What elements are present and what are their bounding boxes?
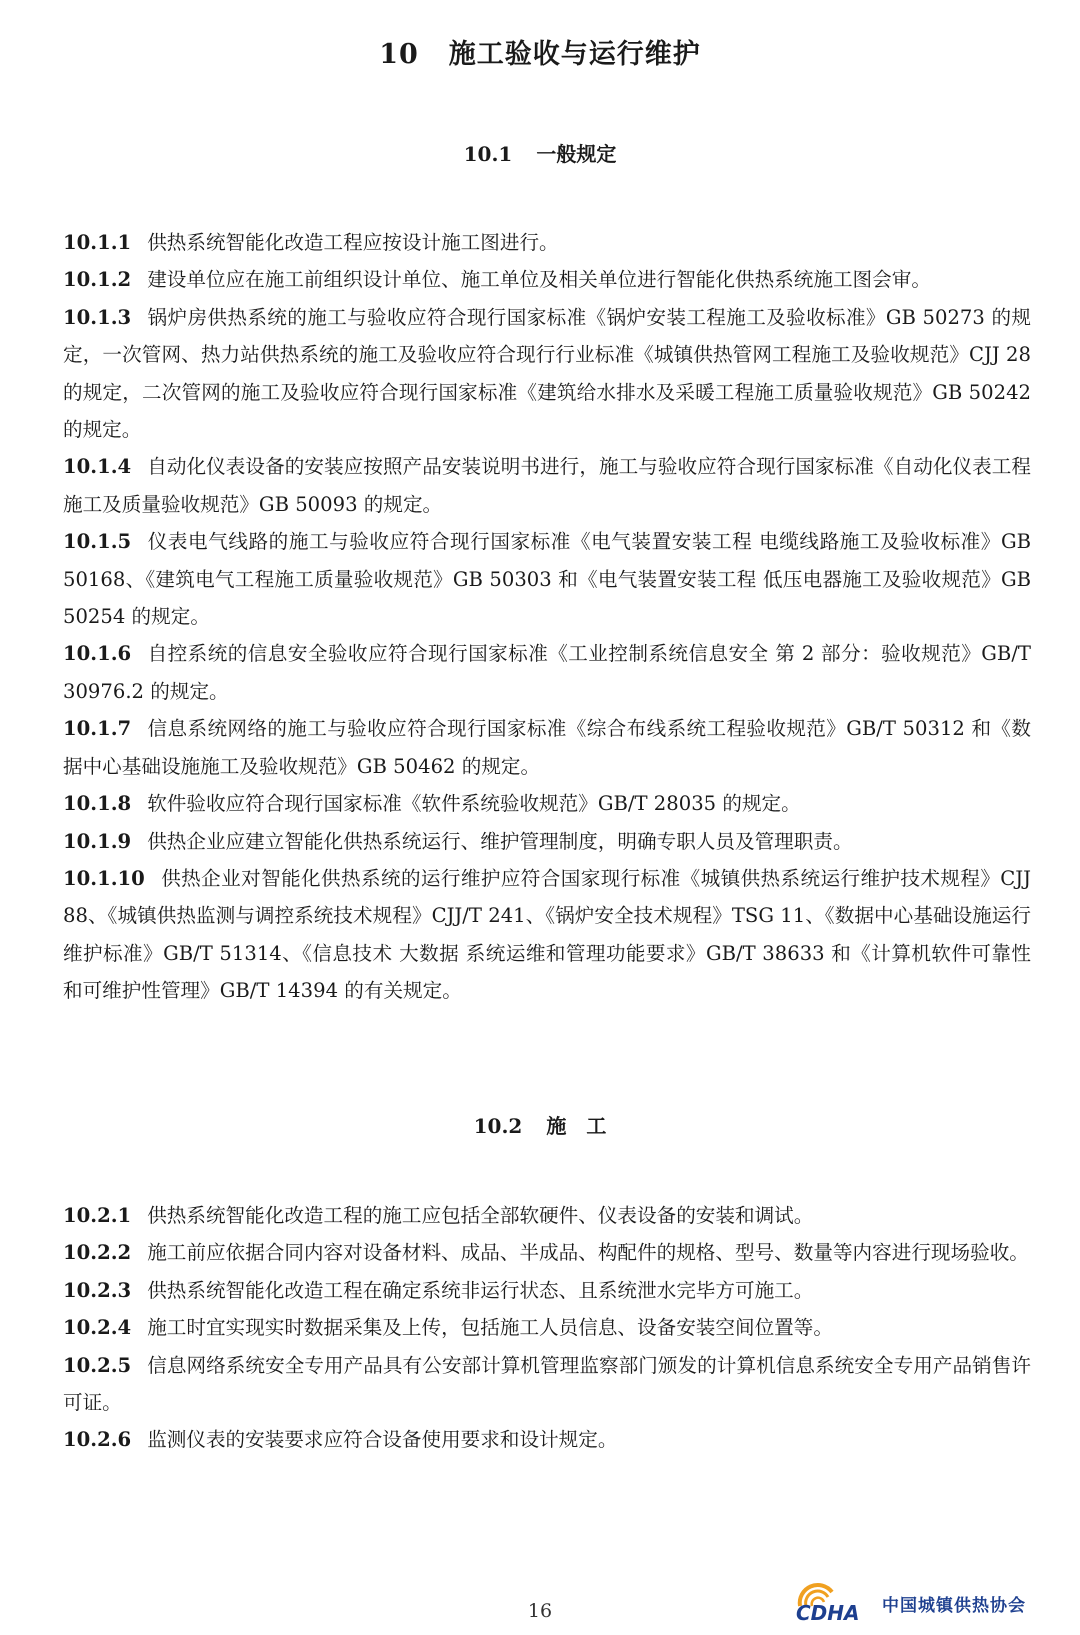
clause-number: 10.1.1 — [63, 231, 132, 254]
clause-10-1-10 — [63, 860, 1031, 1010]
clause-10-1-1 — [63, 224, 1031, 261]
cdha-logo — [792, 1580, 1062, 1624]
page-number: 16 — [527, 1600, 553, 1622]
clause-number: 10.1.5 — [63, 530, 132, 554]
clause-text: 施工时宜实现实时数据采集及上传，包括施工人员信息、设备安装空间位置等。 — [147, 1316, 833, 1340]
clause-10-2-2 — [63, 1234, 1031, 1271]
clause-number: 10.2.1 — [63, 1204, 132, 1227]
clause-number: 10.2.6 — [63, 1428, 132, 1452]
clause-number: 10.1.8 — [63, 792, 132, 816]
clause-text: 自控系统的信息安全验收应符合现行国家标准《工业控制系统信息安全 第 2 部分：验收规范》GB/T 30976.2 的规定。 — [63, 642, 1031, 703]
clause-text: 供热企业应建立智能化供热系统运行、维护管理制度，明确专职人员及管理职责。 — [147, 829, 853, 853]
section-name: 施 工 — [546, 1114, 607, 1138]
section-number: 10.1 — [463, 142, 513, 166]
clause-10-2-3 — [63, 1272, 1031, 1309]
clause-text: 信息网络系统安全专用产品具有公安部计算机管理监察部门颁发的计算机信息系统安全专用产品销售许可证。 — [63, 1353, 1031, 1415]
clause-number: 10.2.2 — [63, 1241, 132, 1265]
clause-text: 自动化仪表设备的安装应按照产品安装说明书进行，施工与验收应符合现行国家标准《自动化仪表工程施工及质量验收规范》GB 50093 的规定。 — [63, 455, 1031, 516]
clause-10-1-9 — [63, 823, 1031, 860]
logo-mark-text: CDHA — [796, 1601, 860, 1624]
clause-number: 10.2.5 — [63, 1353, 132, 1377]
clause-10-1-8 — [63, 785, 1031, 822]
clause-list-10-2 — [63, 1197, 1031, 1459]
clause-text: 软件验收应符合现行国家标准《软件系统验收规范》GB/T 28035 的规定。 — [147, 792, 801, 816]
clause-number: 10.1.9 — [63, 829, 132, 853]
clause-number: 10.1.3 — [63, 305, 132, 329]
clause-number: 10.1.10 — [63, 866, 145, 890]
clause-number: 10.2.4 — [63, 1316, 132, 1340]
clause-10-1-2 — [63, 261, 1031, 298]
section-name: 一般规定 — [536, 142, 617, 166]
clause-10-2-6 — [63, 1421, 1031, 1458]
clause-text: 仪表电气线路的施工与验收应符合现行国家标准《电气装置安装工程 电缆线路施工及验收标准》GB 50168、《建筑电气工程施工质量验收规范》GB 50303 和《电气装置安装工程 低压电器施工及验收规范》GB 50254 的规定。 — [63, 530, 1031, 629]
chapter-name: 施工验收与运行维护 — [448, 39, 701, 70]
clause-10-1-3 — [63, 299, 1031, 449]
clause-text: 锅炉房供热系统的施工与验收应符合现行国家标准《锅炉安装工程施工及验收标准》GB 50273 的规定，一次管网、热力站供热系统的施工及验收应符合现行行业标准《城镇供热管网工程施工及验收规范》CJJ 28 的规定，二次管网的施工及验收应符合现行国家标准《建筑给水排水及采暖工程施工质量验收规范》GB 50242 的规定。 — [63, 305, 1031, 442]
clause-text: 供热系统智能化改造工程应按设计施工图进行。 — [147, 231, 559, 254]
clause-number: 10.1.4 — [63, 455, 132, 479]
clause-10-1-4 — [63, 448, 1031, 523]
clause-text: 供热企业对智能化供热系统的运行维护应符合国家现行标准《城镇供热系统运行维护技术规程》CJJ 88、《城镇供热监测与调控系统技术规程》CJJ/T 241、《锅炉安全技术规程》TSG 11、《数据中心基础设施运行维护标准》GB/T 51314、《信息技术 大数据 系统运维和管理功能要求》GB/T 38633 和《计算机软件可靠性和可维护性管理》GB/T 14394 的有关规定。 — [63, 866, 1031, 1003]
clause-text: 供热系统智能化改造工程的施工应包括全部软硬件、仪表设备的安装和调试。 — [147, 1204, 814, 1227]
clause-text: 监测仪表的安装要求应符合设备使用要求和设计规定。 — [147, 1428, 618, 1452]
section-title-10-1 — [0, 138, 1080, 167]
logo-text: 中国城镇供热协会 — [882, 1596, 1026, 1616]
clause-10-1-7 — [63, 710, 1031, 785]
clause-10-2-5 — [63, 1347, 1031, 1422]
chapter-title — [0, 32, 1080, 71]
clause-text: 供热系统智能化改造工程在确定系统非运行状态、且系统泄水完毕方可施工。 — [147, 1278, 814, 1302]
chapter-number: 10 — [379, 39, 419, 70]
clause-10-2-1 — [63, 1197, 1031, 1234]
clause-10-2-4 — [63, 1309, 1031, 1346]
section-number: 10.2 — [473, 1114, 523, 1138]
clause-list-10-1 — [63, 224, 1031, 1010]
clause-text: 施工前应依据合同内容对设备材料、成品、半成品、构配件的规格、型号、数量等内容进行现场验收。 — [147, 1241, 1029, 1265]
clause-text: 建设单位应在施工前组织设计单位、施工单位及相关单位进行智能化供热系统施工图会审。 — [147, 268, 931, 292]
clause-10-1-6 — [63, 635, 1031, 710]
clause-number: 10.1.2 — [63, 268, 132, 292]
clause-10-1-5 — [63, 523, 1031, 635]
cdha-logo-mark — [792, 1580, 882, 1624]
clause-number: 10.1.7 — [63, 717, 132, 741]
clause-text: 信息系统网络的施工与验收应符合现行国家标准《综合布线系统工程验收规范》GB/T 50312 和《数据中心基础设施施工及验收规范》GB 50462 的规定。 — [63, 717, 1031, 778]
section-title-10-2 — [0, 1110, 1080, 1139]
clause-number: 10.2.3 — [63, 1278, 132, 1302]
clause-number: 10.1.6 — [63, 642, 132, 666]
